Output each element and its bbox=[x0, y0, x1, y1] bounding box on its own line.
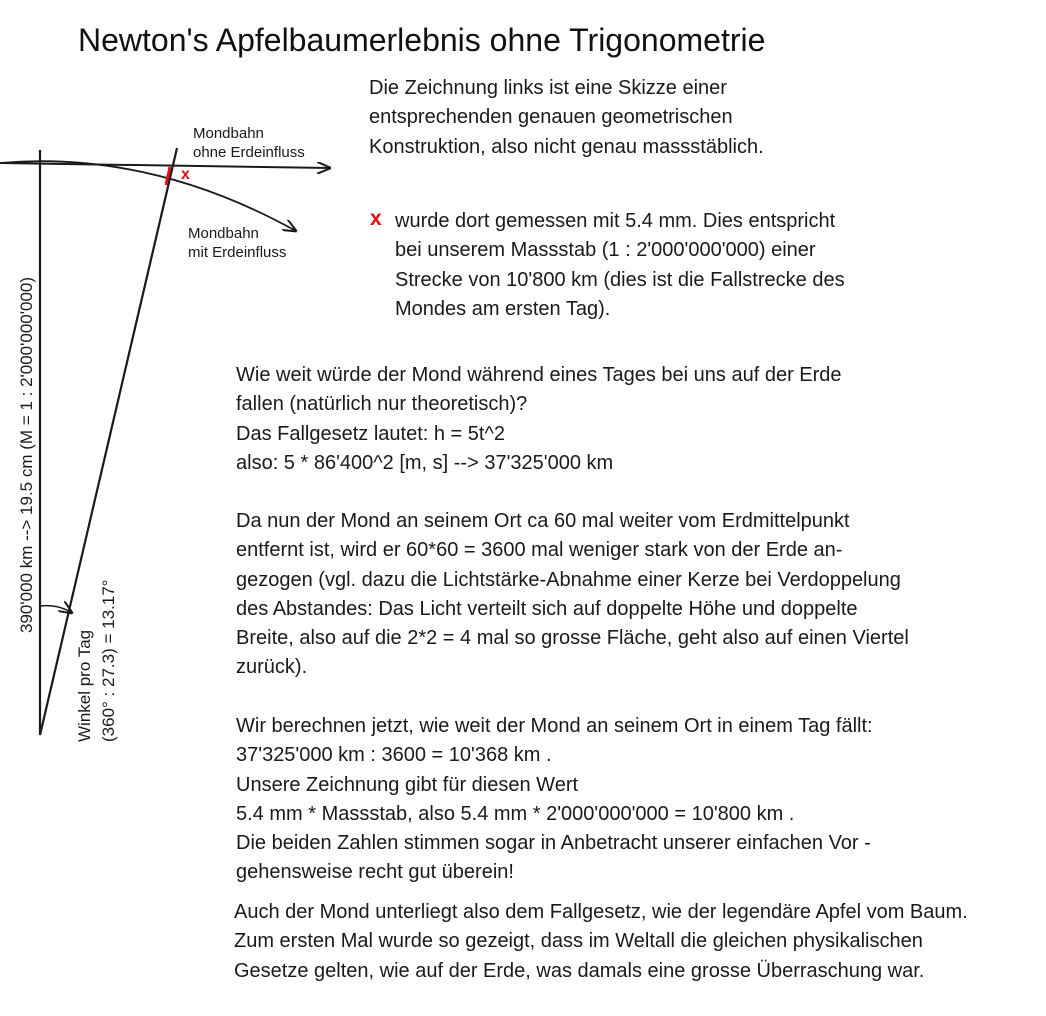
text-line: Das Fallgesetz lautet: h = 5t^2 bbox=[236, 422, 505, 445]
angle-label-line1: Winkel pro Tag bbox=[75, 629, 94, 742]
note-line: Mondes am ersten Tag). bbox=[395, 297, 611, 320]
note-line: wurde dort gemessen mit 5.4 mm. Dies entspricht bbox=[395, 210, 836, 232]
text-line: entfernt ist, wird er 60*60 = 3600 mal weniger stark von der Erde an- bbox=[236, 539, 843, 562]
note-marker-x: x bbox=[370, 207, 382, 230]
angle-arc bbox=[40, 606, 72, 613]
text-line: 37'325'000 km : 3600 = 10'368 km . bbox=[236, 744, 552, 767]
text-line: des Abstandes: Das Licht verteilt sich auf doppelte Höhe und doppelte bbox=[236, 597, 858, 620]
page-title: Newton's Apfelbaumerlebnis ohne Trigonometrie bbox=[78, 22, 766, 58]
fall-law-paragraph bbox=[236, 361, 842, 478]
text-line: Auch der Mond unterliegt also dem Fallgesetz, wie der legendäre Apfel vom Baum. bbox=[234, 901, 968, 923]
intro-text bbox=[369, 74, 764, 162]
fall-marker-x: x bbox=[181, 166, 190, 183]
orbit-straight-label-line2: ohne Erdeinfluss bbox=[193, 144, 305, 161]
intro-line: Konstruktion, also nicht genau massstäblich. bbox=[369, 135, 764, 158]
text-line: also: 5 * 86'400^2 [m, s] --> 37'325'000 km bbox=[236, 451, 614, 474]
text-line: Gesetze gelten, wie auf der Erde, was damals eine grosse Überraschung war. bbox=[234, 959, 925, 982]
text-line: Zum ersten Mal wurde so gezeigt, dass im Weltall die gleichen physikalischen bbox=[234, 930, 923, 953]
text-line: Die beiden Zahlen stimmen sogar in Anbetracht unserer einfachen Vor - bbox=[236, 832, 871, 855]
text-line: Breite, also auf die 2*2 = 4 mal so grosse Fläche, geht also auf einen Viertel bbox=[236, 627, 909, 650]
intro-line: entsprechenden genauen geometrischen bbox=[369, 106, 733, 129]
text-line: zurück). bbox=[236, 656, 308, 679]
distance-paragraph bbox=[236, 507, 909, 683]
text-line: gehensweise recht gut überein! bbox=[236, 861, 514, 884]
note-line: Strecke von 10'800 km (dies ist die Fallstrecke des bbox=[395, 268, 845, 291]
text-line: Da nun der Mond an seinem Ort ca 60 mal weiter vom Erdmittelpunkt bbox=[236, 510, 850, 532]
text-line: gezogen (vgl. dazu die Lichtstärke-Abnahme einer Kerze bei Verdoppelung bbox=[236, 568, 901, 591]
text-line: Wie weit würde der Mond während eines Tages bei uns auf der Erde bbox=[236, 364, 842, 386]
text-line: Unsere Zeichnung gibt für diesen Wert bbox=[236, 773, 579, 796]
text-line: Wir berechnen jetzt, wie weit der Mond an seinem Ort in einem Tag fällt: bbox=[236, 715, 873, 737]
orbit-curved-label-line1: Mondbahn bbox=[188, 225, 259, 242]
measurement-note bbox=[395, 207, 845, 324]
orbit-curved-arrow bbox=[0, 161, 296, 231]
calculation-paragraph bbox=[236, 712, 873, 888]
orbit-curved-label-line2: mit Erdeinfluss bbox=[188, 244, 287, 261]
conclusion-paragraph bbox=[234, 898, 968, 986]
text-line: 5.4 mm * Massstab, also 5.4 mm * 2'000'000'000 = 10'800 km . bbox=[236, 802, 795, 825]
text-line: fallen (natürlich nur theoretisch)? bbox=[236, 393, 528, 416]
orbit-straight-label-line1: Mondbahn bbox=[193, 125, 264, 142]
note-line: bei unserem Massstab (1 : 2'000'000'000) einer bbox=[395, 239, 816, 262]
intro-line: Die Zeichnung links ist eine Skizze einer bbox=[369, 77, 727, 99]
orbit-straight-arrow bbox=[0, 163, 330, 168]
radius-scale-label: 390'000 km --> 19.5 cm (M = 1 : 2'000'000'000) bbox=[17, 276, 36, 633]
angle-label-line2: (360° : 27.3) = 13.17° bbox=[99, 579, 118, 742]
